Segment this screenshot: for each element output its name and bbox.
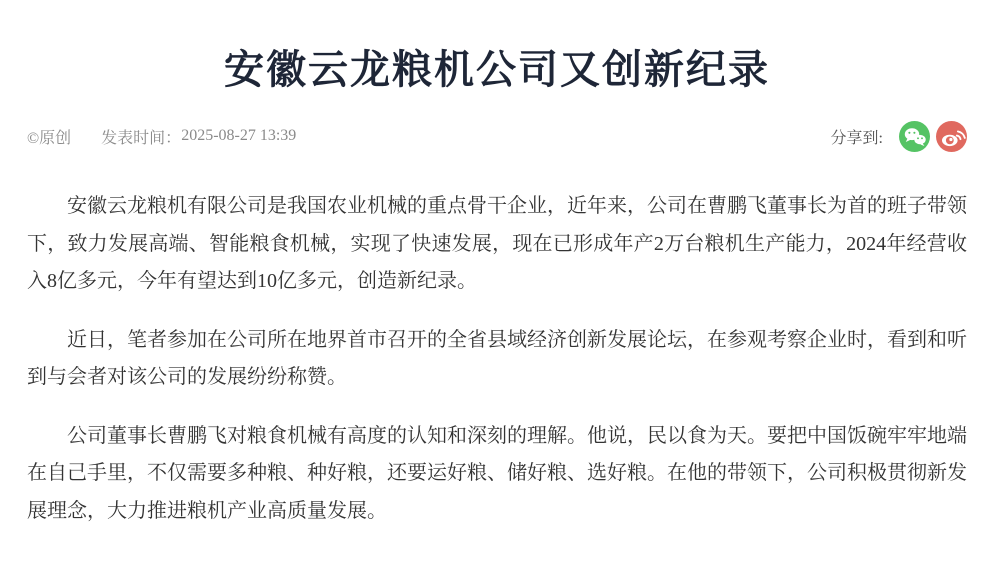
publish-time-value: 2025-08-27 13:39 xyxy=(181,127,297,144)
wechat-icon xyxy=(899,121,930,152)
article-body xyxy=(27,188,967,530)
article-page xyxy=(0,46,994,530)
copyright-label: ©原创 xyxy=(27,129,72,147)
article-paragraph: 近日，笔者参加在公司所在地界首市召开的全省县域经济创新发展论坛，在参观考察企业时，看到和听到与会者对该公司的发展纷纷称赞。 xyxy=(27,328,967,388)
share-wechat-button[interactable] xyxy=(899,121,930,152)
publish-time-label: 发表时间： xyxy=(101,129,182,147)
article-title: 安徽云龙粮机公司又创新纪录 xyxy=(224,48,770,92)
article-paragraph: 安徽云龙粮机有限公司是我国农业机械的重点骨干企业，近年来，公司在曹鹏飞董事长为首的班子带领下，致力发展高端、智能粮食机械，实现了快速发展，现在已形成年产2万台粮机生产能力，2024年经营收入8亿多元，今年有望达到10亿多元，创造新纪录。 xyxy=(27,195,967,292)
share-bar xyxy=(831,121,967,152)
weibo-icon xyxy=(936,121,967,152)
article-paragraph: 公司董事长曹鹏飞对粮食机械有高度的认知和深刻的理解。他说，民以食为天。要把中国饭碗牢牢地端在自己手里，不仅需要多种粮、种好粮，还要运好粮、储好粮、选好粮。在他的带领下，公司积极贯彻新发展理念，大力推进粮机产业高质量发展。 xyxy=(27,424,967,522)
share-label: 分享到: xyxy=(830,129,883,147)
meta-row xyxy=(27,120,967,152)
meta-left xyxy=(27,125,296,148)
share-weibo-button[interactable] xyxy=(936,121,967,152)
